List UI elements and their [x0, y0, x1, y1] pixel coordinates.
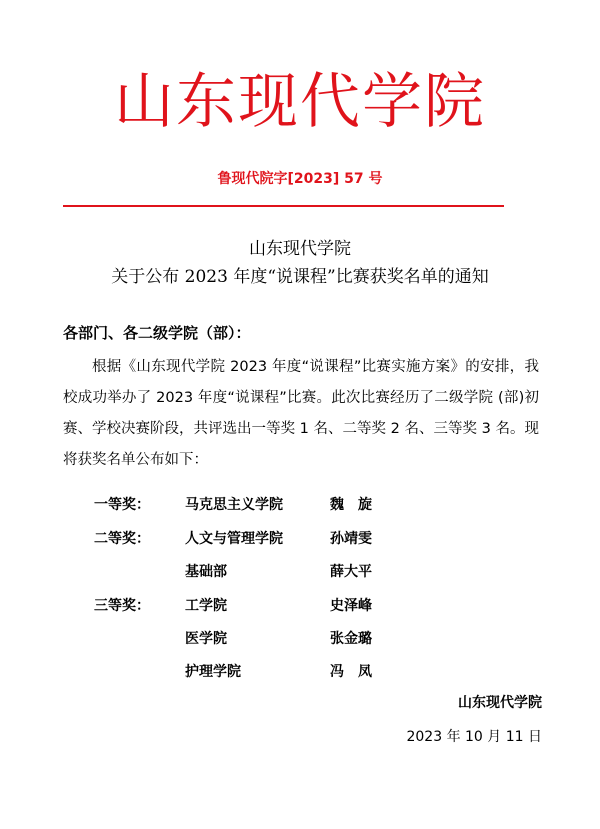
document-number: 鲁现代院字[2023] 57 号 [217, 171, 383, 187]
award-person: 冯 凤 [330, 664, 372, 680]
signature-date: 2023 年 10 月 11 日 [406, 729, 542, 745]
award-unit: 护理学院 [185, 664, 241, 680]
notice-title-line1: 山东现代学院 [249, 239, 351, 259]
award-level: 二等奖： [94, 531, 150, 547]
award-unit: 工学院 [185, 598, 227, 614]
body-paragraph: 根据《山东现代学院 2023 年度“说课程”比赛实施方案》的安排，我校成功举办了 2023 年度“说课程”比赛。此次比赛经历了二级学院 (部)初赛、学校决赛阶段，共评选出一等奖 1 名、二等奖 2 名、三等奖 3 名。现将获奖名单公布如下： [63, 359, 539, 468]
organization-header: 山东现代学院 [114, 67, 486, 137]
signature-org: 山东现代学院 [458, 695, 542, 711]
award-person: 史泽峰 [330, 598, 372, 614]
award-level: 三等奖： [94, 598, 150, 614]
award-unit: 人文与管理学院 [185, 531, 283, 547]
award-unit: 基础部 [185, 564, 227, 580]
award-person: 张金璐 [330, 631, 372, 647]
award-level: 一等奖： [94, 497, 150, 513]
award-person: 魏 旋 [330, 497, 372, 513]
award-unit: 医学院 [185, 631, 227, 647]
header-divider [63, 205, 504, 207]
notice-title-line2: 关于公布 2023 年度“说课程”比赛获奖名单的通知 [111, 267, 489, 287]
award-unit: 马克思主义学院 [185, 497, 283, 513]
award-person: 薛大平 [330, 564, 372, 580]
salutation: 各部门、各二级学院（部）： [63, 324, 251, 342]
award-person: 孙靖雯 [330, 531, 372, 547]
